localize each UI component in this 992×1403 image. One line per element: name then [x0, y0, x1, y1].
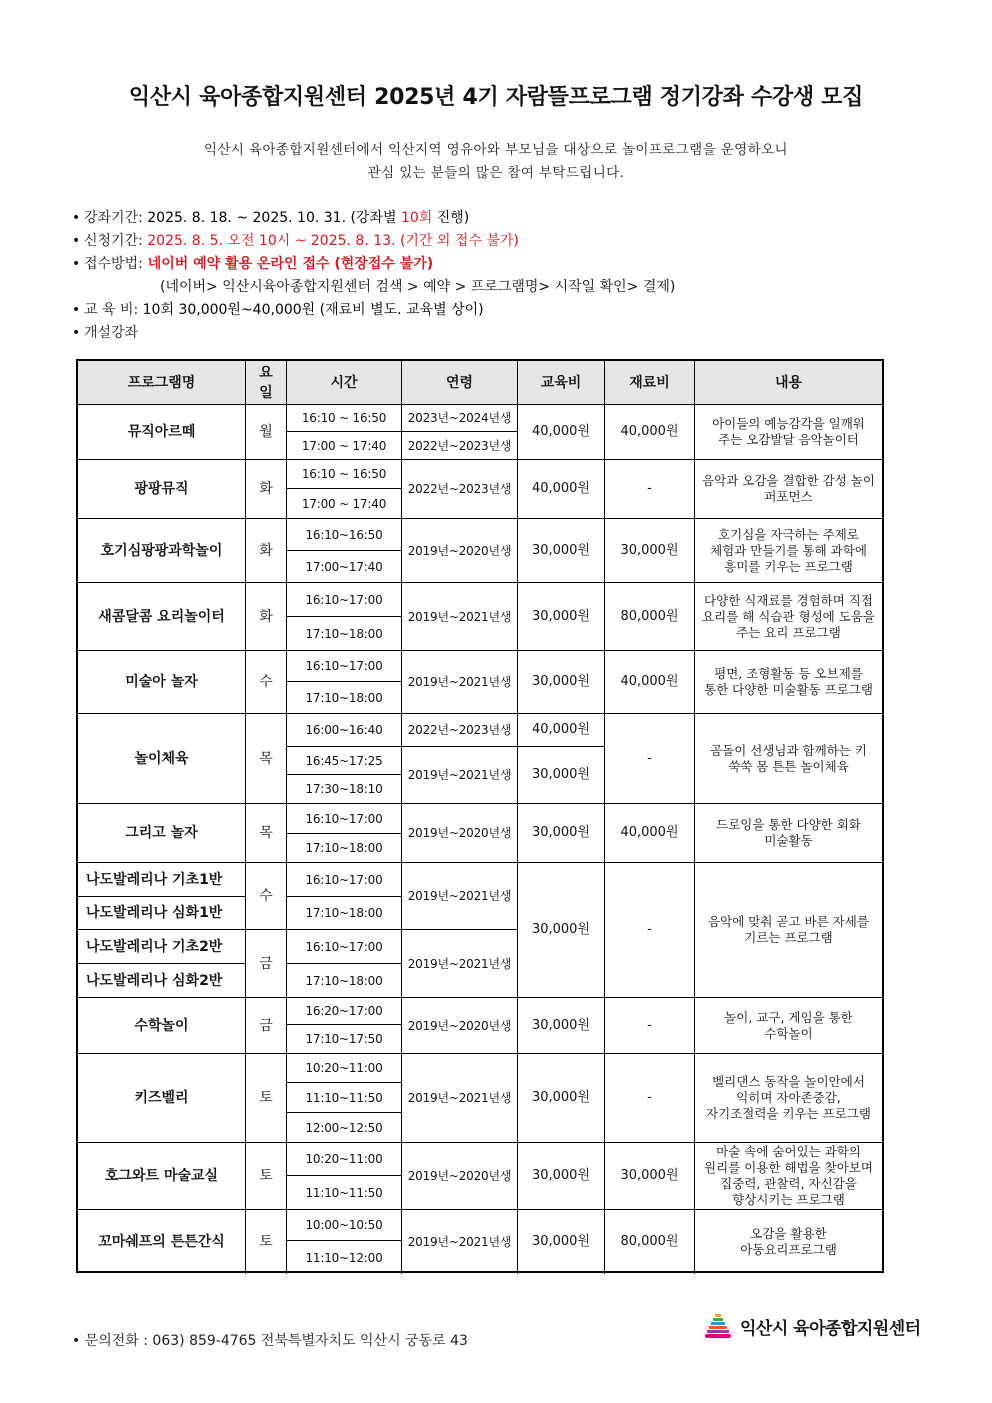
bullet-icon: •	[72, 1333, 85, 1349]
program-time: 16:00~16:40	[287, 714, 402, 747]
program-material: -	[605, 460, 695, 519]
bullet-icon: •	[72, 233, 81, 249]
program-name: 그리고 놀자	[78, 804, 246, 863]
program-content: 아이들의 예능감각을 일깨워 주는 오감발달 음악놀이터	[695, 405, 882, 460]
program-time: 17:10~18:00	[287, 964, 402, 998]
logo-text: 익산시 육아종합지원센터	[740, 1318, 921, 1339]
program-time: 17:00~17:40	[287, 551, 402, 583]
program-age: 2019년~2021년생	[402, 651, 518, 714]
program-time: 16:10~17:00	[287, 863, 402, 897]
program-age: 2019년~2020년생	[402, 1143, 518, 1210]
program-day: 수	[246, 651, 287, 714]
program-time: 17:00 ~ 17:40	[287, 489, 402, 519]
program-time: 17:10~18:00	[287, 897, 402, 930]
intro-line-2: 관심 있는 분들의 많은 참여 부탁드립니다.	[367, 165, 625, 181]
program-age: 2022년~2023년생	[402, 714, 518, 747]
program-content: 벨리댄스 동작을 놀이안에서 익히며 자아존중감, 자기조절력을 키우는 프로그램	[695, 1054, 882, 1143]
header-time: 시간	[287, 361, 402, 405]
bullet-icon: •	[72, 210, 81, 226]
program-day: 금	[246, 930, 287, 998]
bullet-icon: •	[72, 325, 81, 341]
page-title: 익산시 육아종합지원센터 2025년 4기 자람뜰프로그램 정기강좌 수강생 모집	[128, 85, 864, 110]
program-name: 놀이체육	[78, 714, 246, 804]
program-name: 호그와트 마술교실	[78, 1143, 246, 1210]
program-fee: 30,000원	[518, 747, 605, 804]
bullet-apply-period: • 신청기간: 2025. 8. 5. 오전 10시 ~ 2025. 8. 13. (기간 외 접수 불가)	[72, 230, 675, 253]
bullet-apply-method: • 접수방법: 네이버 예약 활용 온라인 접수 (현장접수 불가)	[72, 253, 675, 276]
program-content: 놀이, 교구, 게임을 통한 수학놀이	[695, 998, 882, 1054]
program-time: 10:00~10:50	[287, 1210, 402, 1241]
program-material: -	[605, 863, 695, 998]
program-name: 호기심팡팡과학놀이	[78, 519, 246, 583]
program-time: 11:10~11:50	[287, 1176, 402, 1210]
program-age: 2019년~2021년생	[402, 1054, 518, 1143]
program-day: 토	[246, 1210, 287, 1274]
program-fee: 30,000원	[518, 998, 605, 1054]
program-material: 80,000원	[605, 1210, 695, 1274]
program-day: 목	[246, 804, 287, 863]
program-fee: 30,000원	[518, 1143, 605, 1210]
header-day: 요 일	[246, 361, 287, 405]
apply-method-detail: (네이버> 익산시육아종합지원센터 검색 > 예약 > 프로그램명> 시작일 확인> 결제)	[160, 279, 676, 295]
program-content: 호기심을 자극하는 주제로 체험과 만들기를 통해 과학에 흥미를 키우는 프로그램	[695, 519, 882, 583]
intro-text	[0, 139, 992, 185]
program-time: 16:10~17:00	[287, 583, 402, 617]
intro-line-1: 익산시 육아종합지원센터에서 익산지역 영유아와 부모님을 대상으로 놀이프로그램을 운영하오니	[204, 142, 788, 158]
program-material: 40,000원	[605, 405, 695, 460]
program-material: 30,000원	[605, 519, 695, 583]
program-material: 30,000원	[605, 1143, 695, 1210]
program-name: 뮤직아르떼	[78, 405, 246, 460]
program-material: 80,000원	[605, 583, 695, 651]
program-name: 수학놀이	[78, 998, 246, 1054]
header-program: 프로그램명	[78, 361, 246, 405]
program-material: 40,000원	[605, 804, 695, 863]
program-content: 다양한 식재료를 경험하며 직접 요리를 해 식습관 형성에 도움을 주는 요리 프로그램	[695, 583, 882, 651]
program-age: 2023년~2024년생	[402, 405, 518, 432]
program-fee: 40,000원	[518, 714, 605, 747]
program-name: 나도발레리나 기초1반	[78, 863, 246, 897]
program-content: 음악과 오감을 결합한 감성 놀이 퍼포먼스	[695, 460, 882, 519]
program-time: 16:10 ~ 16:50	[287, 460, 402, 489]
contact-info: • 문의전화 : 063) 859-4765 전북특별자치도 익산시 궁동로 43	[72, 1333, 468, 1349]
program-age: 2019년~2021년생	[402, 930, 518, 998]
program-content: 곰돌이 선생님과 함께하는 키 쑥쑥 몸 튼튼 놀이체육	[695, 714, 882, 804]
program-age: 2019년~2021년생	[402, 863, 518, 930]
program-time: 10:20~11:00	[287, 1143, 402, 1176]
program-age: 2022년~2023년생	[402, 432, 518, 460]
info-bullets	[72, 207, 675, 345]
program-name: 나도발레리나 심화2반	[78, 964, 246, 998]
program-material: 40,000원	[605, 651, 695, 714]
program-time: 17:10~17:50	[287, 1025, 402, 1054]
program-age: 2019년~2021년생	[402, 1210, 518, 1274]
program-age: 2019년~2021년생	[402, 747, 518, 804]
program-age: 2019년~2020년생	[402, 804, 518, 863]
program-name: 팡팡뮤직	[78, 460, 246, 519]
program-material: -	[605, 1054, 695, 1143]
program-fee: 30,000원	[518, 651, 605, 714]
program-age: 2019년~2021년생	[402, 583, 518, 651]
program-content: 드로잉을 통한 다양한 회화 미술활동	[695, 804, 882, 863]
bullet-tuition: • 교 육 비: 10회 30,000원~40,000원 (재료비 별도. 교육별 상이)	[72, 299, 675, 322]
course-table	[76, 359, 884, 1273]
program-time: 10:20~11:00	[287, 1054, 402, 1083]
program-day: 수	[246, 863, 287, 930]
program-age: 2019년~2020년생	[402, 998, 518, 1054]
program-time: 16:20~17:00	[287, 998, 402, 1025]
program-fee: 30,000원	[518, 519, 605, 583]
program-name: 미술아 놀자	[78, 651, 246, 714]
program-fee: 30,000원	[518, 583, 605, 651]
program-content: 음악에 맞춰 곧고 바른 자세를 기르는 프로그램	[695, 863, 882, 998]
program-day: 화	[246, 583, 287, 651]
program-day: 토	[246, 1054, 287, 1143]
bullet-icon: •	[72, 256, 81, 272]
program-time: 16:10~17:00	[287, 804, 402, 834]
header-material: 재료비	[605, 361, 695, 405]
program-time: 16:10~17:00	[287, 930, 402, 964]
program-day: 금	[246, 998, 287, 1054]
program-day: 월	[246, 405, 287, 460]
program-day: 화	[246, 460, 287, 519]
program-time: 16:45~17:25	[287, 747, 402, 775]
header-age: 연령	[402, 361, 518, 405]
header-content: 내용	[695, 361, 882, 405]
program-content: 평면, 조형활동 등 오브제를 통한 다양한 미술활동 프로그램	[695, 651, 882, 714]
program-time: 12:00~12:50	[287, 1113, 402, 1143]
center-logo	[704, 1313, 921, 1339]
program-time: 11:10~12:00	[287, 1241, 402, 1274]
program-time: 17:00 ~ 17:40	[287, 432, 402, 460]
program-day: 토	[246, 1143, 287, 1210]
program-day: 화	[246, 519, 287, 583]
program-time: 16:10 ~ 16:50	[287, 405, 402, 432]
program-fee: 30,000원	[518, 1054, 605, 1143]
program-content: 오감을 활용한 아동요리프로그램	[740, 1226, 837, 1257]
program-time: 17:10~18:00	[287, 617, 402, 651]
program-name: 꼬마쉐프의 튼튼간식	[78, 1210, 246, 1274]
program-name: 키즈벨리	[78, 1054, 246, 1143]
program-fee: 30,000원	[518, 863, 605, 998]
program-time: 16:10~17:00	[287, 651, 402, 682]
program-time: 11:10~11:50	[287, 1083, 402, 1113]
program-fee: 30,000원	[518, 1210, 605, 1274]
program-fee: 40,000원	[518, 405, 605, 460]
bullet-courses: • 개설강좌	[72, 322, 675, 345]
program-name: 나도발레리나 기초2반	[78, 930, 246, 964]
program-material: -	[605, 714, 695, 804]
program-time: 16:10~16:50	[287, 519, 402, 551]
program-age: 2022년~2023년생	[402, 460, 518, 519]
program-name: 새콤달콤 요리놀이터	[78, 583, 246, 651]
program-time: 17:10~18:00	[287, 834, 402, 863]
program-time: 17:30~18:10	[287, 775, 402, 804]
program-material: -	[605, 998, 695, 1054]
bullet-icon: •	[72, 302, 81, 318]
program-time: 17:10~18:00	[287, 682, 402, 714]
logo-icon	[704, 1313, 736, 1339]
program-name: 나도발레리나 심화1반	[78, 897, 246, 930]
bullet-course-period: • 강좌기간: 2025. 8. 18. ~ 2025. 10. 31. (강좌별 10회 진행)	[72, 207, 675, 230]
program-age: 2019년~2020년생	[402, 519, 518, 583]
program-day: 목	[246, 714, 287, 804]
program-fee: 40,000원	[518, 460, 605, 519]
header-fee: 교육비	[518, 361, 605, 405]
program-fee: 30,000원	[518, 804, 605, 863]
program-content: 마술 속에 숨어있는 과학의 원리를 이용한 해법을 찾아보며 집중력, 관찰력, 자신감을 향상시키는 프로그램	[695, 1143, 882, 1210]
